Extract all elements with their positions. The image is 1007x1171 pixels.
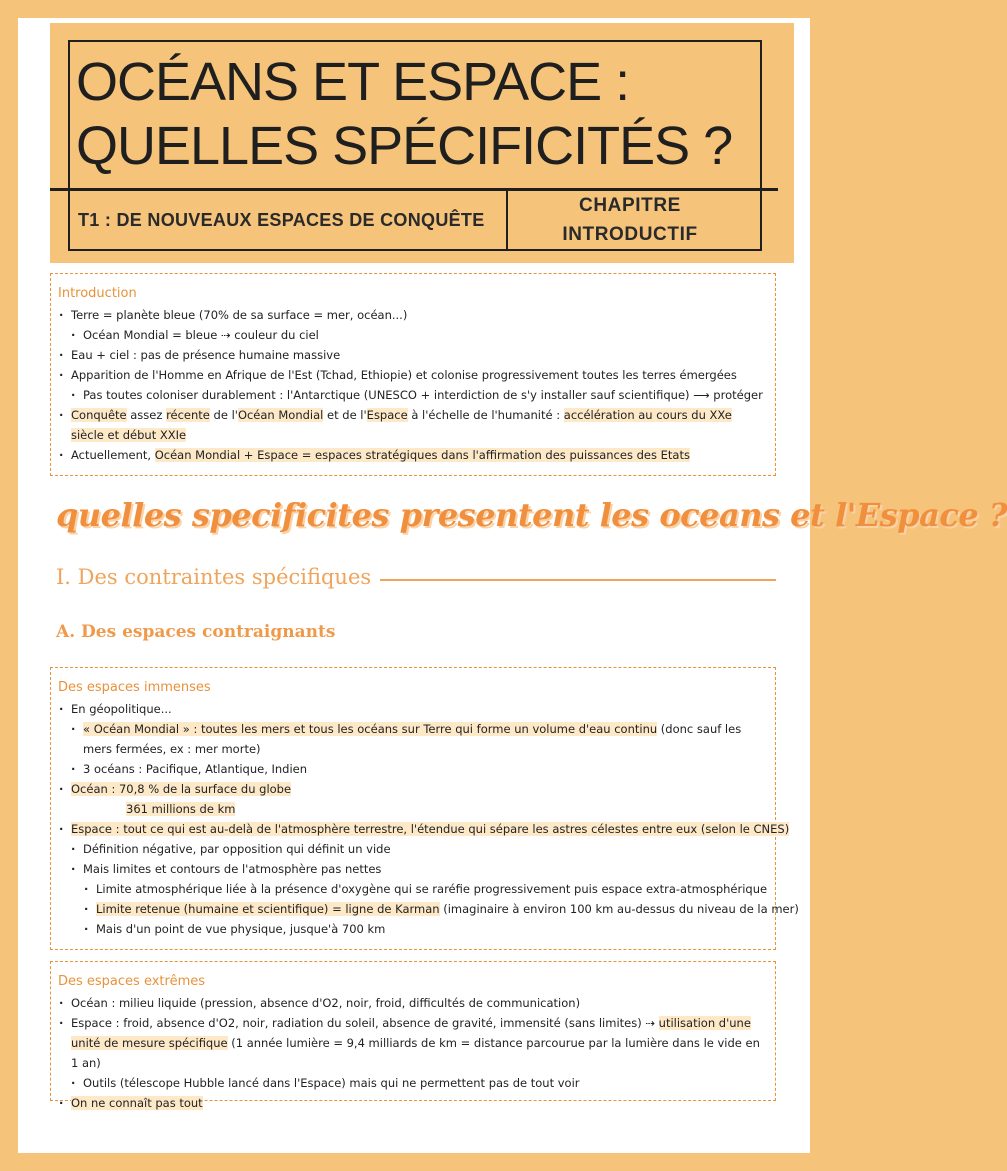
- intro-line: [58, 445, 767, 465]
- problem-question: quelles specificites presentent les oceans et l'Espace ?: [56, 496, 1007, 534]
- section-divider: [380, 579, 776, 581]
- text: de l': [209, 408, 238, 422]
- intro-line: · Océan Mondial = bleue ⇢ couleur du ciel: [58, 325, 767, 345]
- highlight: accélération au cours du XXe siècle et début XXIe: [71, 408, 732, 442]
- highlight: Espace: [366, 408, 408, 422]
- immenses-line: · Définition négative, par opposition qui définit un vide: [58, 839, 767, 859]
- text: (imaginaire à environ 100 km au-dessus du niveau de la mer): [439, 902, 799, 916]
- text: assez: [126, 408, 167, 422]
- chapter-line-2: INTRODUCTIF: [562, 224, 698, 245]
- highlight: récente: [166, 408, 210, 422]
- subsection-heading-a: A. Des espaces contraignants: [56, 622, 336, 642]
- immenses-line: · Mais limites et contours de l'atmosphère pas nettes: [58, 859, 767, 879]
- header-block: [50, 23, 794, 263]
- theme-label: T1 : DE NOUVEAUX ESPACES DE CONQUÊTE: [70, 191, 508, 249]
- highlight: On ne connaît pas tout: [71, 1096, 203, 1110]
- text: Espace : froid, absence d'O2, noir, radiation du soleil, absence de gravité, immensité (sans limites) ⇢: [71, 1016, 659, 1030]
- page-title: [76, 50, 732, 178]
- intro-line: · Pas toutes coloniser durablement : l'Antarctique (UNESCO + interdiction de s'y installer sauf scientifique) ⟶ protéger: [58, 385, 767, 405]
- extremes-line: · Océan : milieu liquide (pression, absence d'O2, noir, froid, difficultés de communication): [58, 993, 767, 1013]
- immenses-line: · 3 océans : Pacifique, Atlantique, Indien: [58, 759, 767, 779]
- immenses-line: · Mais d'un point de vue physique, jusque'à 700 km: [58, 919, 767, 939]
- subtitle-box: [68, 191, 762, 251]
- highlight: 361 millions de km: [126, 802, 236, 816]
- immenses-line: · En géopolitique...: [58, 699, 767, 719]
- highlight: Limite retenue (humaine et scientifique) = ligne de Karman: [96, 902, 440, 916]
- espaces-extremes-box: [50, 961, 776, 1110]
- page-sheet: [18, 18, 1007, 1153]
- highlight: « Océan Mondial » : toutes les mers et tous les océans sur Terre qui forme un volume d'eau continu: [83, 722, 658, 736]
- section-heading-i: I. Des contraintes spécifiques: [56, 565, 372, 589]
- intro-line: · Apparition de l'Homme en Afrique de l'Est (Tchad, Ethiopie) et colonise progressivement toutes les terres émergées: [58, 365, 767, 385]
- immenses-line: · Limite atmosphérique liée à la présence d'oxygène qui se raréfie progressivement puis espace extra-atmosphérique: [58, 879, 767, 899]
- immenses-line: [58, 899, 799, 919]
- highlight: Océan : 70,8 % de la surface du globe: [71, 782, 292, 796]
- highlight: Océan Mondial: [237, 408, 324, 422]
- text: à l'échelle de l'humanité :: [407, 408, 564, 422]
- title-line-1: OCÉANS ET ESPACE :: [76, 52, 630, 112]
- text: Actuellement,: [71, 448, 155, 462]
- chapter-line-1: CHAPITRE: [579, 195, 681, 216]
- text: et de l': [323, 408, 367, 422]
- text: (1 année lumière = 9,4 milliards de km = distance parcourue par la lumière dans le vide en 1 an): [71, 1036, 760, 1070]
- title-box: [68, 40, 762, 192]
- introduction-box: [50, 273, 776, 476]
- immenses-line: [58, 719, 767, 759]
- immenses-line: [58, 799, 767, 819]
- title-line-2: QUELLES SPÉCIFICITÉS ?: [76, 116, 733, 176]
- immenses-line: [58, 779, 767, 799]
- espaces-extremes-title: Des espaces extrêmes: [58, 974, 206, 989]
- chapter-label: [500, 191, 760, 249]
- intro-line: [58, 405, 767, 445]
- extremes-line: · Outils (télescope Hubble lancé dans l'Espace) mais qui ne permettent pas de tout voir: [58, 1073, 767, 1093]
- espaces-immenses-title: Des espaces immenses: [58, 680, 211, 695]
- immenses-line: [58, 819, 790, 839]
- highlight: Espace : tout ce qui est au-delà de l'atmosphère terrestre, l'étendue qui sépare les astres célestes entre eux (selon le CNES): [71, 822, 790, 836]
- extremes-line: [58, 1013, 767, 1073]
- espaces-immenses-box: [50, 667, 799, 950]
- extremes-line: [58, 1093, 767, 1113]
- intro-line: · Eau + ciel : pas de présence humaine massive: [58, 345, 767, 365]
- text: (donc sauf les mers fermées, ex : mer morte): [83, 722, 742, 756]
- highlight: Océan Mondial + Espace = espaces stratégiques dans l'affirmation des puissances des Etats: [154, 448, 690, 462]
- highlight: utilisation d'une unité de mesure spécifique: [71, 1016, 751, 1050]
- introduction-title: Introduction: [58, 286, 137, 301]
- intro-line: · Terre = planète bleue (70% de sa surface = mer, océan...): [58, 305, 767, 325]
- highlight: Conquête: [71, 408, 127, 422]
